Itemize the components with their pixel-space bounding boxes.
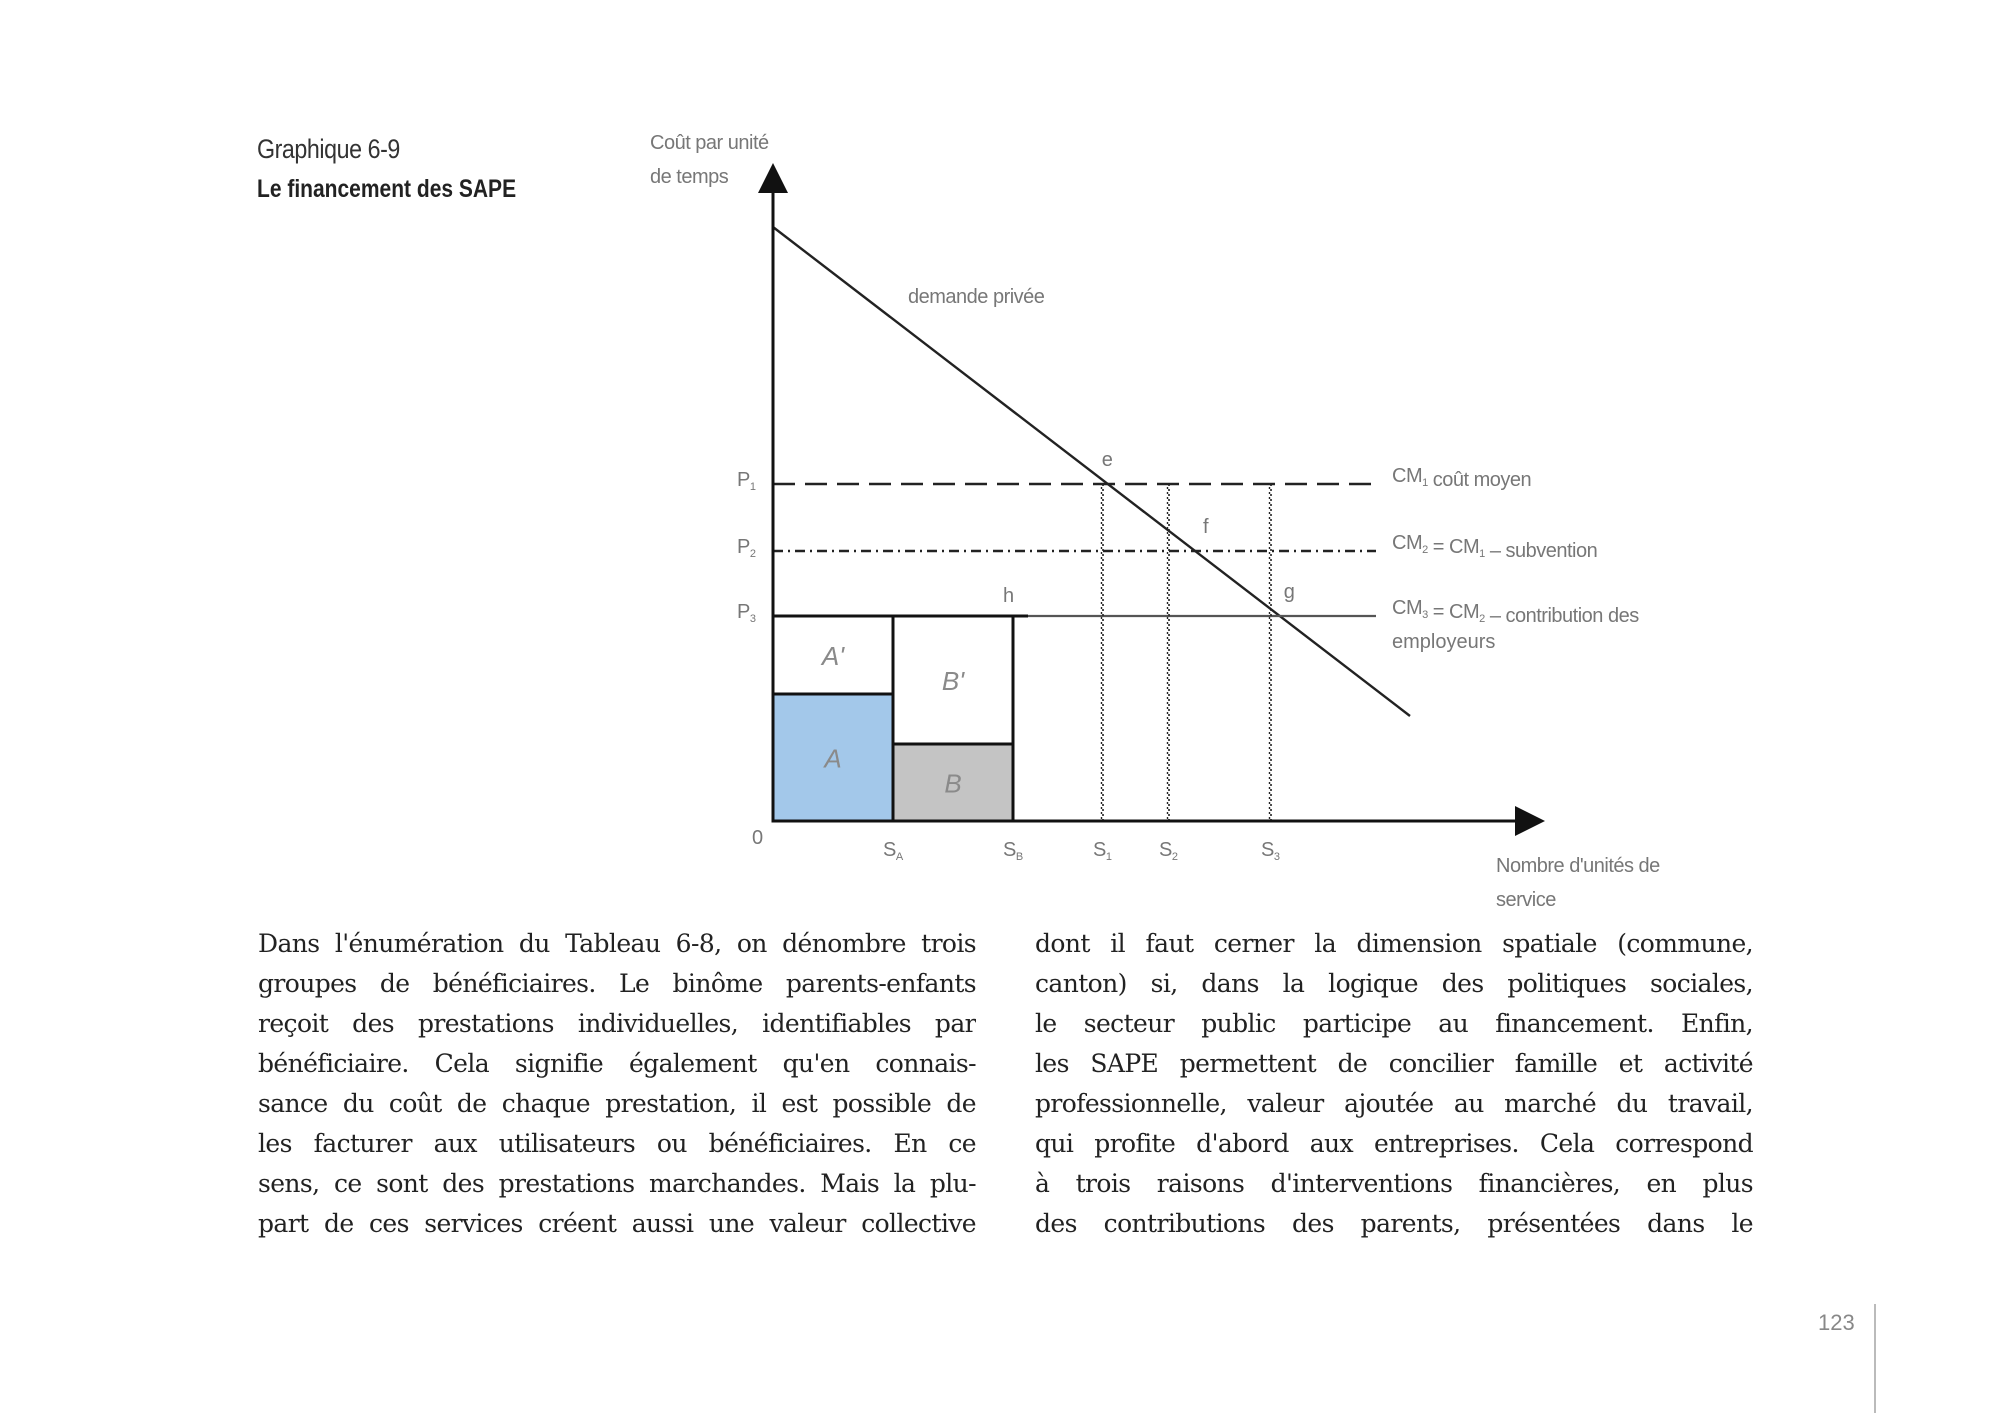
demand-curve-label: demande privée bbox=[908, 286, 1045, 308]
x-axis-label: service bbox=[1496, 889, 1556, 911]
y-tick-p1: $P_1$ bbox=[737, 469, 756, 493]
origin-label: 0 bbox=[752, 827, 764, 849]
point-h: h bbox=[1003, 585, 1015, 607]
text-line: part de ces services créent aussi une valeur collective bbox=[258, 1209, 976, 1238]
text-line: les facturer aux utilisateurs ou bénéficiaires. En ce bbox=[258, 1129, 976, 1158]
text-line: dont il faut cerner la dimension spatiale (commune, bbox=[1035, 929, 1753, 958]
y-axis-label: de temps bbox=[650, 166, 729, 188]
y-axis-label: Coût par unité bbox=[650, 132, 769, 154]
point-e: e bbox=[1101, 449, 1113, 471]
point-f: f bbox=[1203, 516, 1209, 538]
y-tick-p3: $P_3$ bbox=[737, 601, 756, 625]
page-number: 123 bbox=[1818, 1310, 1855, 1335]
text-line: bénéficiaire. Cela signifie également qu'en connais- bbox=[258, 1049, 976, 1078]
x-tick-s3: $S_3$ bbox=[1261, 839, 1280, 863]
text-line: à trois raisons d'interventions financières, en plus bbox=[1035, 1169, 1753, 1198]
page-number-rule bbox=[1874, 1304, 1876, 1413]
figure-number: Graphique 6-9 bbox=[257, 134, 400, 164]
body-column-left bbox=[258, 924, 976, 1244]
text-line: les SAPE permettent de concilier famille et activité bbox=[1035, 1049, 1753, 1078]
area-label: A' bbox=[821, 641, 845, 671]
text-line: reçoit des prestations individuelles, identifiables par bbox=[258, 1009, 976, 1038]
line-label-cm1: $CM_1$ coût moyen bbox=[1392, 465, 1532, 491]
x-tick-s2: $S_2$ bbox=[1159, 839, 1178, 863]
x-tick-s1: $S_1$ bbox=[1093, 839, 1112, 863]
text-line: qui profite d'abord aux entreprises. Cela correspond bbox=[1035, 1129, 1753, 1158]
line-label-cm3-cont: employeurs bbox=[1392, 631, 1496, 653]
text-line: sance du coût de chaque prestation, il est possible de bbox=[258, 1089, 976, 1118]
x-tick-sA: $S_A$ bbox=[883, 839, 903, 863]
x-axis-label: Nombre d'unités de bbox=[1496, 855, 1660, 877]
area-label: B bbox=[944, 768, 962, 799]
text-line: Dans l'énumération du Tableau 6-8, on dénombre trois bbox=[258, 929, 976, 958]
text-line: professionnelle, valeur ajoutée au marché du travail, bbox=[1035, 1089, 1753, 1118]
body-column-right bbox=[1035, 924, 1753, 1244]
text-line: sens, ce sont des prestations marchandes. Mais la plu- bbox=[258, 1169, 976, 1198]
line-label-cm2: $CM_2 = CM_1$ – subvention bbox=[1392, 532, 1598, 562]
text-line: le secteur public participe au financement. Enfin, bbox=[1035, 1009, 1753, 1038]
point-g: g bbox=[1283, 581, 1295, 603]
text-line: groupes de bénéficiaires. Le binôme parents-enfants bbox=[258, 969, 976, 998]
y-tick-p2: $P_2$ bbox=[737, 536, 756, 560]
figure-title: Le financement des SAPE bbox=[257, 175, 517, 203]
text-line: des contributions des parents, présentées dans le bbox=[1035, 1209, 1753, 1238]
area-label: B' bbox=[941, 666, 965, 696]
x-tick-sB: $S_B$ bbox=[1003, 839, 1023, 863]
area-label: A bbox=[824, 743, 842, 774]
text-line: canton) si, dans la logique des politiques sociales, bbox=[1035, 969, 1753, 998]
line-label-cm3: $CM_3 = CM_2$ – contribution des bbox=[1392, 597, 1639, 627]
